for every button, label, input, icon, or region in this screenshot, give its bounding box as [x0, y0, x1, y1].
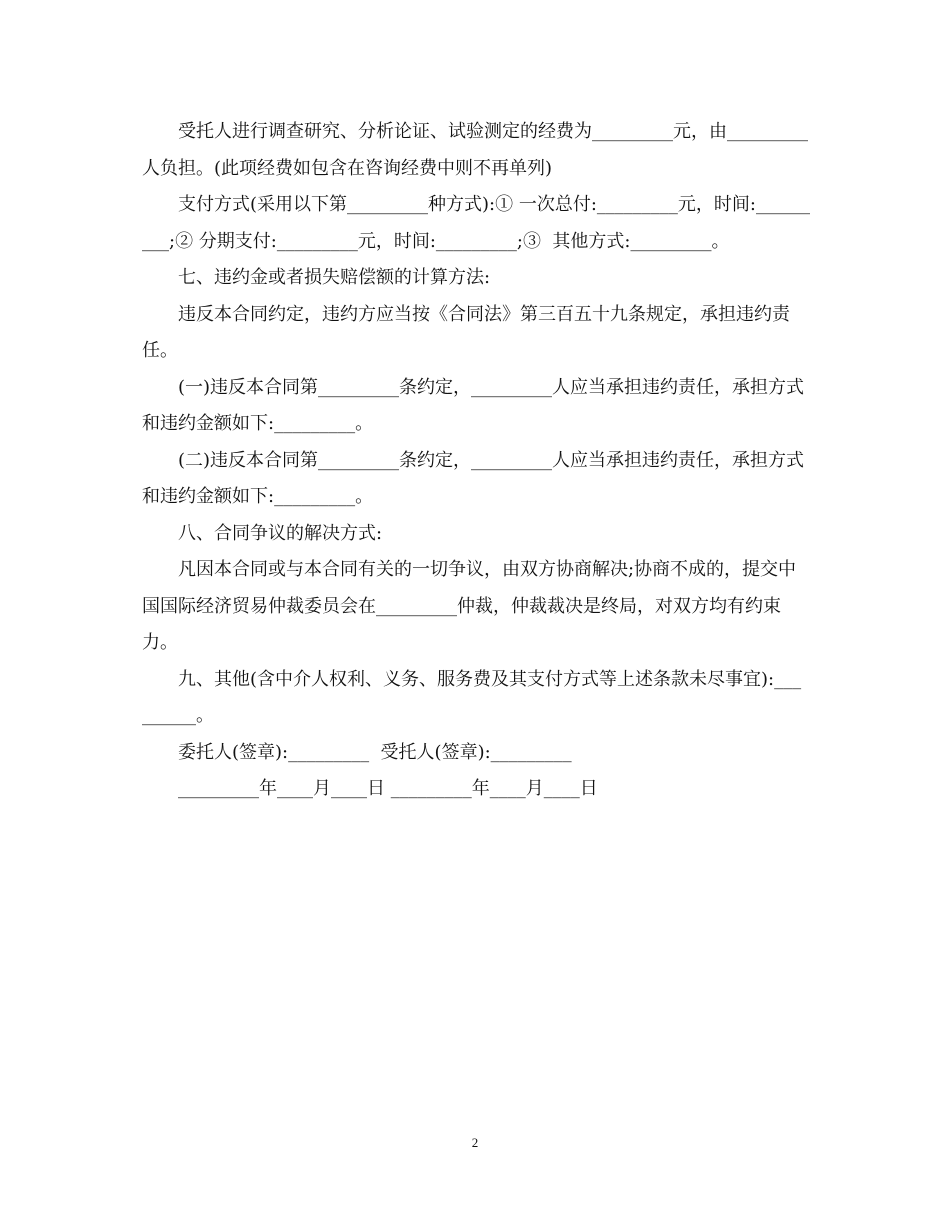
section-heading-penalty: 七、违约金或者损失赔偿额的计算方法: — [178, 267, 491, 288]
signature-line: 委托人(签章):_________ 受托人(签章):_________ — [178, 741, 572, 763]
paragraph-breach-liability: 违反本合同约定，违约方应当按《合同法》第三百五十九条规定，承担违约责任。 — [142, 303, 790, 361]
paragraph-breach-clause-1: (一)违反本合同第_________条约定，_________人应当承担违约责任，承担方式和违约金额如下:_________。 — [142, 376, 805, 434]
page-number: 2 — [471, 1135, 479, 1150]
section-heading-dispute: 八、合同争议的解决方式: — [178, 522, 383, 544]
paragraph-dispute-resolution: 凡因本合同或与本合同有关的一切争议，由双方协商解决;协商不成的，提交中国国际经济贸易仲裁委员会在_________仲裁，仲裁裁决是终局，对双方均有约束力。 — [142, 559, 797, 653]
document-body — [142, 114, 810, 808]
date-line: _________年____月____日 _________年____月____日 — [178, 778, 598, 799]
paragraph-payment-method: 支付方式(采用以下第_________种方式):① 一次总付:_________元，时间:_________;② 分期支付:_________元，时间:_________;③ 其他方式:_________。 — [142, 194, 810, 252]
paragraph-fee-responsibility: 受托人进行调查研究、分析论证、试验测定的经费为_________元，由_________人负担。(此项经费如包含在咨询经费中则不再单列) — [142, 121, 808, 179]
paragraph-other-terms: 九、其他(含中介人权利、义务、服务费及其支付方式等上述条款未尽事宜):_________。 — [142, 668, 802, 726]
paragraph-breach-clause-2: (二)违反本合同第_________条约定，_________人应当承担违约责任，承担方式和违约金额如下:_________。 — [142, 449, 805, 507]
